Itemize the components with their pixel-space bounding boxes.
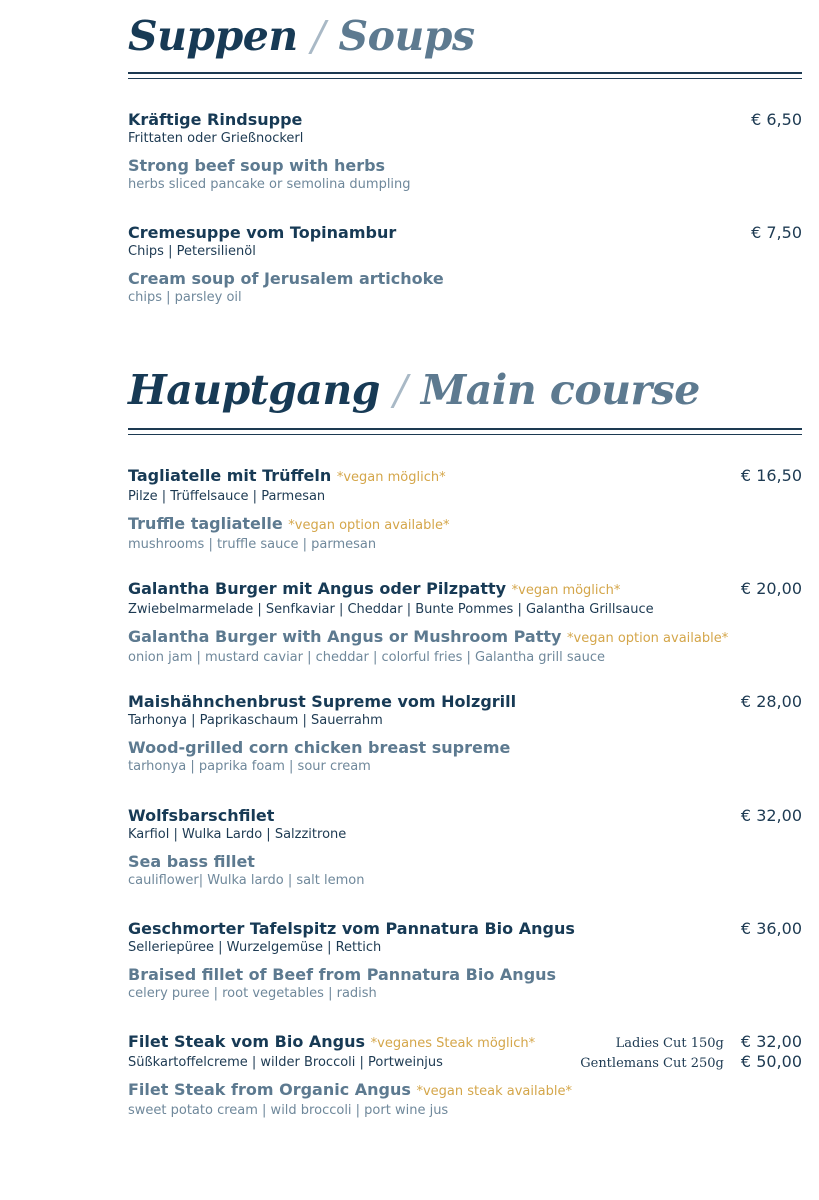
- dish-name-en: [128, 514, 802, 536]
- dish-name-de: Wolfsbarschfilet: [128, 806, 275, 825]
- dish-desc-en: herbs sliced pancake or semolina dumpling: [128, 177, 411, 192]
- dish-desc-en: tarhonya | paprika foam | sour cream: [128, 759, 371, 774]
- dish-name-en-text: Galantha Burger with Angus or Mushroom Patty: [128, 627, 562, 646]
- soup-item-artichoke: [128, 223, 802, 307]
- dish-name-de: Kräftige Rindsuppe: [128, 110, 303, 129]
- cut-label: Ladies Cut 150g: [615, 1036, 724, 1051]
- main-item-chicken: [128, 692, 802, 776]
- main-item-filet-steak: [128, 1032, 802, 1120]
- dish-name-de: [128, 466, 802, 488]
- dish-desc-de: Zwiebelmarmelade | Senfkaviar | Cheddar | Bunte Pommes | Galantha Grillsauce: [128, 602, 654, 617]
- dish-name-de: [128, 579, 802, 601]
- main-divider: [128, 428, 802, 435]
- dish-name-en-text: Filet Steak from Organic Angus: [128, 1080, 411, 1099]
- dish-desc-en: onion jam | mustard caviar | cheddar | colorful fries | Galantha grill sauce: [128, 650, 605, 665]
- dish-name-en: Strong beef soup with herbs: [128, 156, 386, 175]
- dish-price: € 16,50: [740, 466, 802, 485]
- dish-price: € 6,50: [751, 110, 802, 129]
- main-title-en: Main course: [420, 366, 700, 414]
- dish-desc-en: sweet potato cream | wild broccoli | port wine jus: [128, 1103, 449, 1118]
- gentlemans-cut-row: [580, 1052, 802, 1074]
- dish-desc-en: cauliflower| Wulka lardo | salt lemon: [128, 873, 365, 888]
- main-item-seabass: [128, 806, 802, 890]
- soups-divider: [128, 72, 802, 79]
- main-heading: [128, 366, 700, 414]
- soups-heading: [128, 12, 475, 60]
- cut-label: Gentlemans Cut 250g: [580, 1056, 724, 1071]
- dish-desc-en: mushrooms | truffle sauce | parmesan: [128, 537, 377, 552]
- dish-name-de: Geschmorter Tafelspitz vom Pannatura Bio Angus: [128, 919, 575, 938]
- dish-name-en: Wood-grilled corn chicken breast supreme: [128, 738, 511, 757]
- main-item-burger: [128, 579, 802, 667]
- dish-name-de: Maishähnchenbrust Supreme vom Holzgrill: [128, 692, 517, 711]
- soups-title-de: Suppen: [128, 12, 298, 60]
- dish-name-en: Braised fillet of Beef from Pannatura Bio Angus: [128, 965, 557, 984]
- dish-price: € 7,50: [751, 223, 802, 242]
- main-title-separator: /: [393, 366, 408, 414]
- dish-desc-de: Chips | Petersilienöl: [128, 244, 256, 259]
- vegan-tag-de: *vegan möglich*: [336, 470, 446, 485]
- soups-title-separator: /: [311, 12, 325, 60]
- dish-name-de-text: Galantha Burger mit Angus oder Pilzpatty: [128, 579, 507, 598]
- dish-name-de-text: Filet Steak vom Bio Angus: [128, 1032, 366, 1051]
- vegan-tag-en: *vegan steak available*: [416, 1084, 572, 1099]
- dish-name-de-text: Tagliatelle mit Trüffeln: [128, 466, 332, 485]
- cut-price: € 50,00: [740, 1052, 802, 1071]
- dish-desc-de: Karfiol | Wulka Lardo | Salzzitrone: [128, 827, 347, 842]
- dish-price: € 36,00: [740, 919, 802, 938]
- dish-name-en: Sea bass fillet: [128, 852, 255, 871]
- dish-name-en: Cream soup of Jerusalem artichoke: [128, 269, 444, 288]
- ladies-cut-row: [616, 1032, 802, 1054]
- vegan-tag-de: *veganes Steak möglich*: [370, 1036, 536, 1051]
- dish-price: € 20,00: [740, 579, 802, 598]
- main-title-de: Hauptgang: [128, 366, 380, 414]
- vegan-tag-de: *vegan möglich*: [511, 583, 621, 598]
- soup-item-beef: [128, 110, 802, 194]
- dish-name-en-text: Truffle tagliatelle: [128, 514, 283, 533]
- main-item-tafelspitz: [128, 919, 802, 1003]
- dish-name-en: [128, 1080, 802, 1102]
- soups-title: [128, 12, 475, 60]
- main-item-tagliatelle: [128, 466, 802, 554]
- dish-desc-de: Pilze | Trüffelsauce | Parmesan: [128, 489, 326, 504]
- dish-desc-de: Tarhonya | Paprikaschaum | Sauerrahm: [128, 713, 383, 728]
- vegan-tag-en: *vegan option available*: [288, 518, 450, 533]
- dish-desc-de: Frittaten oder Grießnockerl: [128, 131, 304, 146]
- dish-name-en: [128, 627, 802, 649]
- cut-price: € 32,00: [740, 1032, 802, 1051]
- dish-desc-de: Selleriepüree | Wurzelgemüse | Rettich: [128, 940, 382, 955]
- main-title: [128, 366, 700, 414]
- dish-name-de: Cremesuppe vom Topinambur: [128, 223, 397, 242]
- dish-price: € 32,00: [740, 806, 802, 825]
- vegan-tag-en: *vegan option available*: [567, 631, 729, 646]
- dish-price: € 28,00: [740, 692, 802, 711]
- dish-desc-en: celery puree | root vegetables | radish: [128, 986, 377, 1001]
- dish-desc-en: chips | parsley oil: [128, 290, 242, 305]
- soups-title-en: Soups: [338, 12, 475, 60]
- dish-desc-de: Süßkartoffelcreme | wilder Broccoli | Portweinjus: [128, 1055, 443, 1070]
